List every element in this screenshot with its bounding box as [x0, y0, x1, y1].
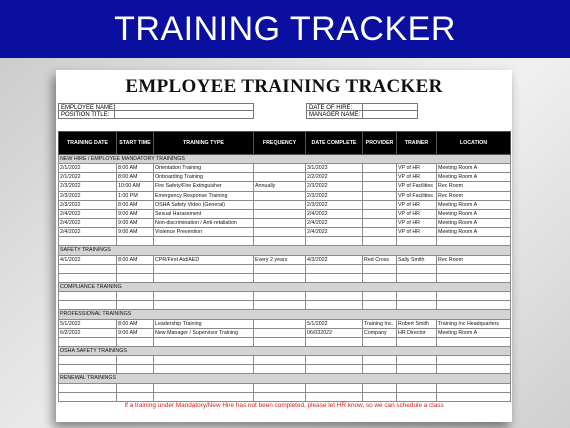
date-of-hire-row — [306, 103, 418, 111]
table-cell[interactable] — [437, 301, 511, 310]
table-cell[interactable] — [117, 337, 154, 346]
table-row — [59, 264, 511, 273]
table-cell[interactable] — [117, 365, 154, 374]
employee-name-row — [58, 103, 254, 111]
table-cell[interactable]: VP of Facilities — [397, 182, 437, 191]
table-cell[interactable]: Training Inc Headquarters — [437, 319, 511, 328]
table-cell[interactable]: VP of HR — [397, 209, 437, 218]
manager-name-label: MANAGER NAME: — [306, 111, 362, 119]
table-cell[interactable]: Training Inc. — [363, 319, 397, 328]
table-cell[interactable] — [363, 356, 397, 365]
table-cell[interactable]: 2/3/2022 — [59, 182, 117, 191]
title-banner — [0, 0, 570, 58]
table-cell[interactable] — [437, 365, 511, 374]
table-cell[interactable]: Rec Room — [437, 255, 511, 264]
table-cell[interactable]: VP of HR — [397, 228, 437, 237]
table-cell[interactable]: Orientation Training — [154, 164, 254, 173]
table-cell[interactable]: 9:00 AM — [117, 228, 154, 237]
table-cell[interactable] — [397, 392, 437, 401]
table-row — [59, 383, 511, 392]
table-cell[interactable]: OSHA Safety Video (General) — [154, 200, 254, 209]
table-cell[interactable] — [59, 392, 117, 401]
table-cell[interactable]: 1:00 PM — [117, 191, 154, 200]
table-cell[interactable] — [254, 365, 306, 374]
table-row — [59, 200, 511, 209]
table-cell[interactable]: 2/4/2022 — [59, 218, 117, 227]
table-cell[interactable] — [363, 301, 397, 310]
table-cell[interactable] — [437, 273, 511, 282]
position-title-field[interactable] — [114, 111, 254, 119]
table-cell[interactable]: Meeting Room A — [437, 228, 511, 237]
table-cell[interactable] — [397, 301, 437, 310]
table-cell[interactable]: 3/1/2023 — [306, 164, 363, 173]
table-cell[interactable] — [59, 292, 117, 301]
column-header: LOCATION — [437, 132, 511, 155]
section-header-row — [59, 346, 511, 355]
table-cell[interactable] — [363, 365, 397, 374]
table-cell[interactable]: HR Director — [397, 328, 437, 337]
table-cell[interactable] — [363, 191, 397, 200]
table-cell[interactable]: 2/4/2022 — [306, 209, 363, 218]
table-cell[interactable] — [254, 273, 306, 282]
employee-name-label: EMPLOYEE NAME: — [58, 103, 114, 111]
table-row — [59, 337, 511, 346]
section-header-row — [59, 155, 511, 164]
table-cell[interactable]: 6/2/2022 — [59, 328, 117, 337]
table-cell[interactable] — [363, 273, 397, 282]
table-cell[interactable] — [363, 173, 397, 182]
footnote: If a training under Mandatory/New Hire has not been completed, please let HR know, so we can schedule a class — [124, 402, 444, 409]
table-cell[interactable] — [306, 337, 363, 346]
table-cell[interactable] — [397, 383, 437, 392]
table-row — [59, 255, 511, 264]
table-cell[interactable]: 8:00 AM — [117, 200, 154, 209]
table-cell[interactable] — [437, 392, 511, 401]
spreadsheet-page — [56, 70, 512, 422]
table-row — [59, 319, 511, 328]
table-body — [59, 155, 511, 402]
section-title: PROFESSIONAL TRAININGS — [59, 310, 511, 319]
table-cell[interactable] — [306, 383, 363, 392]
table-cell[interactable]: Every 2 years — [254, 255, 306, 264]
table-cell[interactable]: Company — [363, 328, 397, 337]
position-title-label: POSITION TITLE: — [58, 111, 114, 119]
table-cell[interactable] — [306, 292, 363, 301]
column-header: START TIME — [117, 132, 154, 155]
table-cell[interactable] — [306, 392, 363, 401]
table-cell[interactable] — [59, 273, 117, 282]
table-cell[interactable] — [306, 237, 363, 246]
table-cell[interactable] — [117, 273, 154, 282]
section-title: SAFETY TRAININGS — [59, 246, 511, 255]
table-row — [59, 209, 511, 218]
table-cell[interactable] — [363, 237, 397, 246]
table-cell[interactable] — [306, 273, 363, 282]
table-cell[interactable] — [117, 264, 154, 273]
table-cell[interactable] — [306, 365, 363, 374]
section-title: OSHA SAFETY TRAININGS — [59, 346, 511, 355]
table-cell[interactable]: Annually — [254, 182, 306, 191]
table-cell[interactable]: 2/4/2022 — [306, 218, 363, 227]
table-cell[interactable] — [363, 182, 397, 191]
table-cell[interactable]: Robert Smith — [397, 319, 437, 328]
table-cell[interactable]: 2/1/2022 — [59, 173, 117, 182]
table-cell[interactable] — [363, 209, 397, 218]
table-cell[interactable] — [363, 383, 397, 392]
table-cell[interactable] — [397, 273, 437, 282]
table-cell[interactable] — [117, 392, 154, 401]
employee-name-field[interactable] — [114, 103, 254, 111]
table-cell[interactable]: 2/3/2022 — [59, 200, 117, 209]
table-cell[interactable] — [154, 264, 254, 273]
table-cell[interactable]: New Manager / Supervisor Training — [154, 328, 254, 337]
table-cell[interactable]: Rec Room — [437, 191, 511, 200]
table-cell[interactable]: VP of HR — [397, 173, 437, 182]
table-cell[interactable]: Fire Safety/Fire Extinguisher — [154, 182, 254, 191]
table-cell[interactable] — [397, 264, 437, 273]
table-cell[interactable] — [117, 237, 154, 246]
table-cell[interactable] — [254, 356, 306, 365]
date-of-hire-label: DATE OF HIRE: — [306, 103, 362, 111]
table-cell[interactable]: 2/3/2022 — [306, 182, 363, 191]
table-cell[interactable]: Leadership Training — [154, 319, 254, 328]
table-cell[interactable] — [254, 319, 306, 328]
table-cell[interactable] — [254, 200, 306, 209]
manager-name-field[interactable] — [362, 111, 418, 119]
table-cell[interactable]: VP of HR — [397, 164, 437, 173]
table-cell[interactable] — [306, 301, 363, 310]
position-title-row — [58, 111, 254, 119]
table-cell[interactable] — [59, 264, 117, 273]
table-cell[interactable]: 9:00 AM — [117, 218, 154, 227]
table-cell[interactable]: 2/2/2022 — [306, 173, 363, 182]
table-cell[interactable] — [397, 365, 437, 374]
table-cell[interactable] — [254, 218, 306, 227]
sheet-title: EMPLOYEE TRAINING TRACKER — [125, 76, 443, 97]
table-cell[interactable]: Non-discrimination / Anti-retaliation — [154, 218, 254, 227]
column-header: TRAINING DATE — [59, 132, 117, 155]
section-header-row — [59, 374, 511, 383]
table-cell[interactable]: Meeting Room A — [437, 328, 511, 337]
table-cell[interactable]: Meeting Room A — [437, 164, 511, 173]
table-cell[interactable]: 8:00 AM — [117, 255, 154, 264]
table-cell[interactable]: 2/4/2022 — [306, 228, 363, 237]
table-cell[interactable] — [59, 365, 117, 374]
table-cell[interactable]: Violence Prevention — [154, 228, 254, 237]
table-cell[interactable]: Sexual Harassment — [154, 209, 254, 218]
table-cell[interactable] — [154, 365, 254, 374]
table-row — [59, 173, 511, 182]
table-cell[interactable]: Onboarding Training — [154, 173, 254, 182]
table-cell[interactable]: 8:00 AM — [117, 173, 154, 182]
table-cell[interactable] — [306, 356, 363, 365]
table-row — [59, 356, 511, 365]
table-cell[interactable]: 10:00 AM — [117, 182, 154, 191]
table-cell[interactable]: 9:00 AM — [117, 209, 154, 218]
section-title: RENEWAL TRAININGS — [59, 374, 511, 383]
table-row — [59, 365, 511, 374]
table-cell[interactable] — [363, 164, 397, 173]
table-row — [59, 292, 511, 301]
table-row — [59, 392, 511, 401]
section-header-row — [59, 282, 511, 291]
table-row — [59, 182, 511, 191]
section-title: NEW HIRE / EMPLOYEE MANDATORY TRAININGS — [59, 155, 511, 164]
table-cell[interactable] — [306, 264, 363, 273]
date-of-hire-field[interactable] — [362, 103, 418, 111]
table-cell[interactable]: 4/3/2022 — [306, 255, 363, 264]
table-cell[interactable]: 5/1/2022 — [306, 319, 363, 328]
table-row — [59, 164, 511, 173]
column-header: DATE COMPLETE — [306, 132, 363, 155]
table-cell[interactable] — [397, 356, 437, 365]
table-cell[interactable]: Emergency Response Training — [154, 191, 254, 200]
table-cell[interactable]: Meeting Room A — [437, 173, 511, 182]
column-header: FREQUENCY — [254, 132, 306, 155]
table-cell[interactable] — [254, 173, 306, 182]
table-cell[interactable]: VP of Facilities — [397, 191, 437, 200]
table-cell[interactable] — [154, 383, 254, 392]
table-cell[interactable] — [363, 200, 397, 209]
table-cell[interactable]: 2/1/2022 — [59, 164, 117, 173]
table-cell[interactable]: 2/4/2022 — [59, 228, 117, 237]
table-cell[interactable] — [254, 328, 306, 337]
table-cell[interactable] — [254, 264, 306, 273]
table-cell[interactable] — [254, 164, 306, 173]
column-header: TRAINER — [397, 132, 437, 155]
table-cell[interactable] — [154, 237, 254, 246]
table-cell[interactable] — [437, 264, 511, 273]
table-header-row — [59, 132, 511, 155]
table-cell[interactable] — [254, 301, 306, 310]
table-cell[interactable]: Meeting Room A — [437, 200, 511, 209]
table-cell[interactable] — [154, 273, 254, 282]
table-cell[interactable]: Sally Smith — [397, 255, 437, 264]
table-cell[interactable] — [254, 292, 306, 301]
table-cell[interactable]: 8:00 AM — [117, 319, 154, 328]
table-cell[interactable] — [117, 356, 154, 365]
table-cell[interactable] — [363, 228, 397, 237]
employee-info-block — [58, 103, 254, 119]
table-row — [59, 237, 511, 246]
column-header: PROVIDER — [363, 132, 397, 155]
table-cell[interactable] — [363, 392, 397, 401]
table-cell[interactable] — [397, 292, 437, 301]
table-cell[interactable]: 2/4/2022 — [59, 209, 117, 218]
table-cell[interactable] — [363, 337, 397, 346]
table-row — [59, 273, 511, 282]
table-cell[interactable] — [59, 383, 117, 392]
table-cell[interactable] — [397, 237, 437, 246]
table-cell[interactable] — [363, 292, 397, 301]
table-cell[interactable]: Meeting Room A — [437, 218, 511, 227]
table-cell[interactable] — [254, 392, 306, 401]
table-cell[interactable]: 8:00 AM — [117, 164, 154, 173]
table-cell[interactable] — [154, 392, 254, 401]
table-cell[interactable] — [59, 237, 117, 246]
table-cell[interactable]: VP of HR — [397, 218, 437, 227]
section-header-row — [59, 310, 511, 319]
table-row — [59, 328, 511, 337]
table-cell[interactable]: 5/1/2022 — [59, 319, 117, 328]
table-cell[interactable] — [154, 356, 254, 365]
table-cell[interactable] — [59, 337, 117, 346]
table-cell[interactable] — [437, 356, 511, 365]
table-cell[interactable]: 2/3/2022 — [306, 191, 363, 200]
section-header-row — [59, 246, 511, 255]
table-cell[interactable]: 2/3/2022 — [306, 200, 363, 209]
table-cell[interactable] — [437, 337, 511, 346]
table-cell[interactable] — [117, 292, 154, 301]
table-cell[interactable] — [59, 301, 117, 310]
table-cell[interactable] — [437, 237, 511, 246]
table-cell[interactable] — [437, 292, 511, 301]
table-cell[interactable] — [154, 292, 254, 301]
table-cell[interactable]: VP of HR — [397, 200, 437, 209]
table-cell[interactable] — [117, 383, 154, 392]
table-cell[interactable] — [363, 264, 397, 273]
banner-title: TRAINING TRACKER — [114, 10, 456, 48]
table-cell[interactable] — [363, 218, 397, 227]
section-title: COMPLIANCE TRAINING — [59, 282, 511, 291]
table-cell[interactable]: CPR/First Aid/AED — [154, 255, 254, 264]
table-cell[interactable] — [254, 237, 306, 246]
hire-info-block — [306, 103, 418, 119]
table-cell[interactable]: Rec Room — [437, 182, 511, 191]
table-cell[interactable]: 2/3/2022 — [59, 191, 117, 200]
table-row — [59, 191, 511, 200]
table-cell[interactable] — [254, 209, 306, 218]
table-cell[interactable] — [254, 228, 306, 237]
table-cell[interactable] — [154, 301, 254, 310]
column-header: TRAINING TYPE — [154, 132, 254, 155]
table-row — [59, 218, 511, 227]
table-cell[interactable] — [117, 301, 154, 310]
table-cell[interactable] — [254, 337, 306, 346]
manager-name-row — [306, 111, 418, 119]
table-cell[interactable]: Meeting Room A — [437, 209, 511, 218]
table-cell[interactable]: 9:00 AM — [117, 328, 154, 337]
table-row — [59, 301, 511, 310]
table-cell[interactable]: 06/032022 — [306, 328, 363, 337]
table-cell[interactable]: Red Cross — [363, 255, 397, 264]
table-cell[interactable] — [59, 356, 117, 365]
training-table — [58, 131, 511, 402]
table-cell[interactable] — [254, 383, 306, 392]
table-cell[interactable] — [437, 383, 511, 392]
table-cell[interactable] — [154, 337, 254, 346]
table-cell[interactable]: 4/1/2022 — [59, 255, 117, 264]
table-row — [59, 228, 511, 237]
table-cell[interactable] — [397, 337, 437, 346]
table-cell[interactable] — [254, 191, 306, 200]
